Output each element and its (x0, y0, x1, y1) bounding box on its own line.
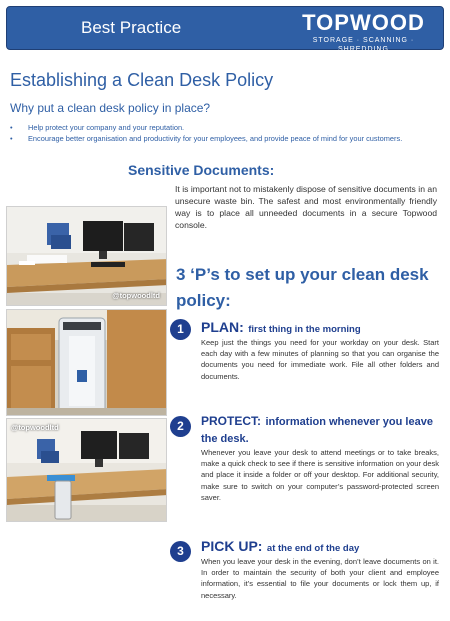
step-subtitle: information whenever you leave the desk. (201, 416, 433, 445)
header-banner (6, 6, 444, 53)
step-protect (170, 413, 442, 528)
sensitive-documents-heading: Sensitive Documents: (128, 162, 275, 178)
header-label: Best Practice (81, 18, 182, 37)
step-text: When you leave your desk in the evening, don’t leave documents on it. In order to maintain the security of both your client and employee information, it’s essential to file your documents or lock them up, if necessary. (201, 557, 439, 600)
step-title: PICK UP: (201, 538, 263, 554)
photo-watermark: @topwoodltd (11, 423, 59, 432)
sensitive-documents-text: It is important not to mistakenly dispose of sensitive documents in an unsecure waste bin. The safest and most environmentally friendly way is to place all unneeded documents in a secure Topwood console. (175, 184, 437, 230)
clean-desk-photo (6, 418, 167, 522)
step-title: PROTECT: (201, 414, 261, 428)
desk-photo (6, 206, 167, 306)
step-pick-up (170, 538, 442, 618)
three-ps-heading: 3 ‘P’s to set up your clean desk policy: (176, 265, 429, 310)
topwood-logo (286, 11, 441, 54)
section-subheading: Why put a clean desk policy in place? (10, 101, 211, 115)
step-plan (170, 319, 442, 414)
step-number-badge: 2 (170, 416, 191, 437)
step-number-badge: 1 (170, 319, 191, 340)
step-text: Whenever you leave your desk to attend meetings or to take breaks, make a quick check to see if there is sensitive information on your desk and place it inside a folder or off your desktop. For additional security, make sure to switch on your computer’s password-protected screen saver. (201, 448, 439, 502)
bullet-list (10, 123, 440, 145)
step-heading (201, 413, 441, 447)
logo-word: TOPWOOD (302, 10, 425, 35)
step-heading (201, 319, 441, 338)
photo-watermark: @topwoodltd (112, 291, 160, 300)
bullet-item: • Encourage better organisation and productivity for your employees, and provide peace of mind for your customers. (10, 134, 440, 144)
console-bin-photo (6, 309, 167, 416)
step-number-badge: 3 (170, 541, 191, 562)
page-title: Establishing a Clean Desk Policy (10, 70, 274, 90)
step-text: Keep just the things you need for your workday on your desk. Start each day with a few minutes of planning so that you can organise the documents you need for immediate work. File all other folders and documents. (201, 338, 439, 381)
step-title: PLAN: (201, 319, 244, 335)
step-heading (201, 538, 441, 557)
step-subtitle: first thing in the morning (248, 324, 361, 335)
bullet-item: • Help protect your company and your reputation. (10, 123, 440, 133)
logo-tagline: STORAGE · SCANNING · SHREDDING (312, 37, 415, 53)
step-subtitle: at the end of the day (266, 543, 360, 554)
